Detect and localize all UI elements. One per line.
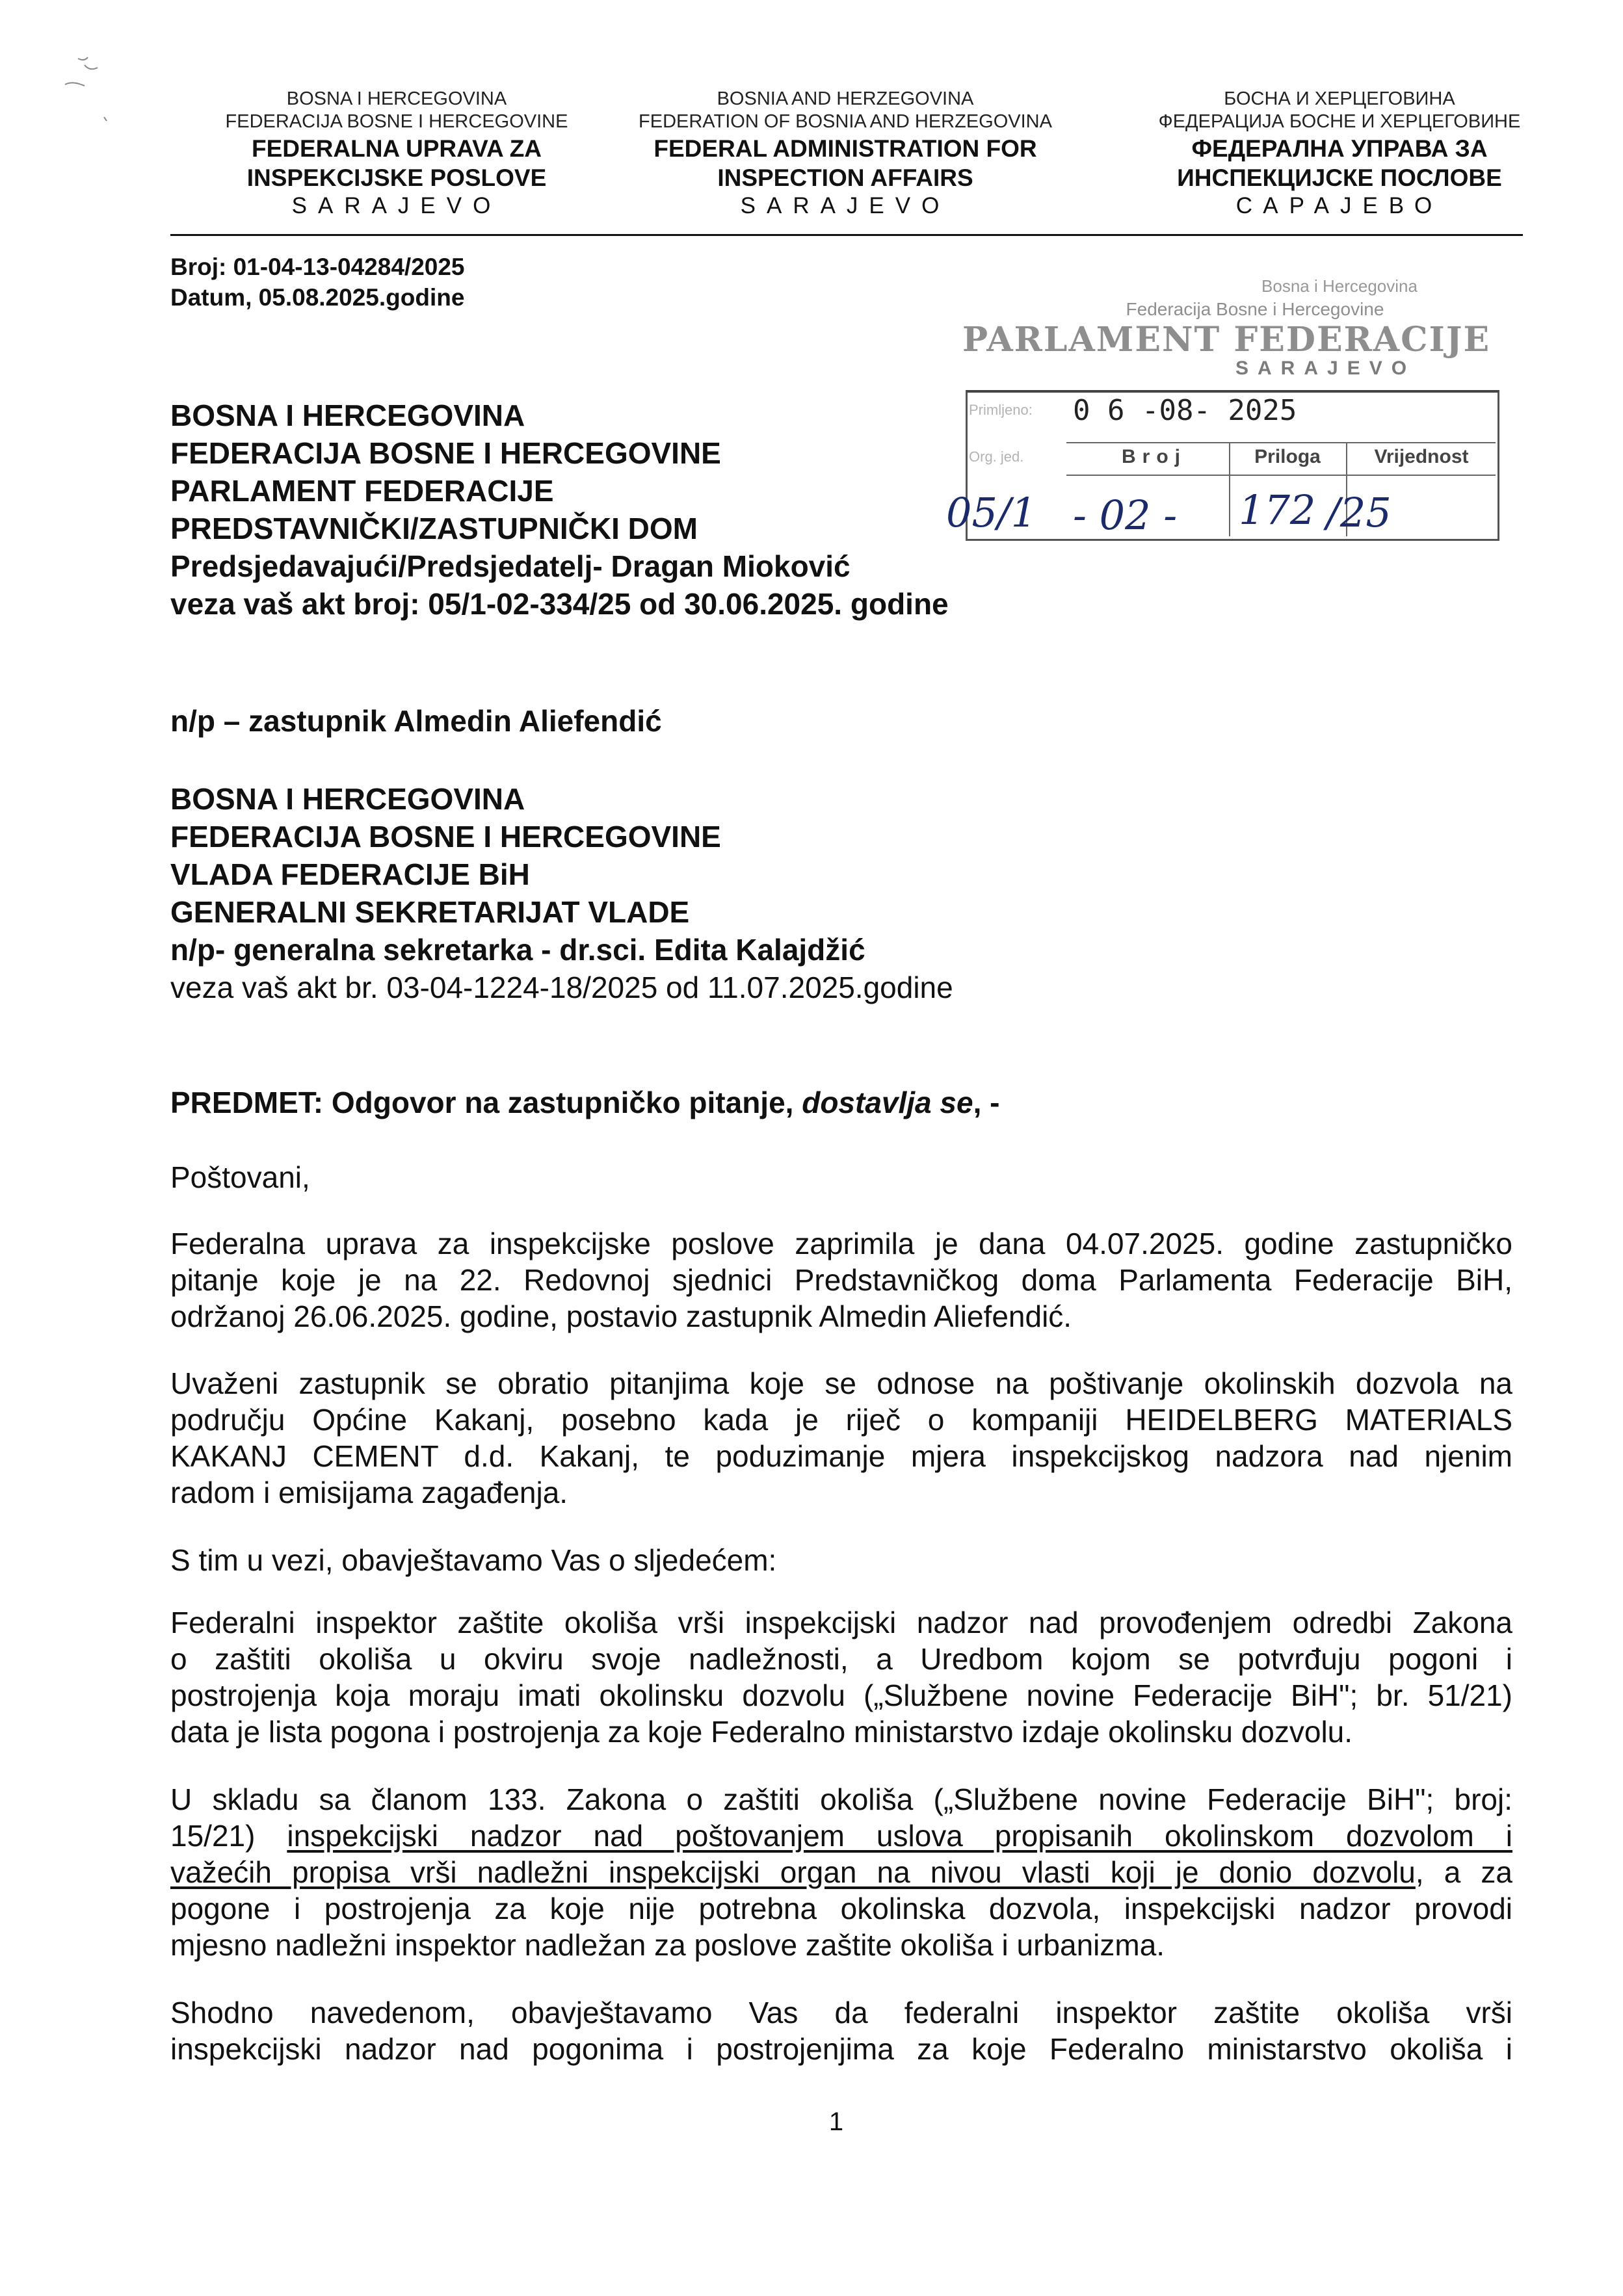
recipient-government	[170, 780, 953, 1006]
header-institution: FEDERAL ADMINISTRATION FOR	[653, 135, 1037, 162]
paragraph-fragment: 15/21)	[170, 1819, 287, 1853]
stamp-handwritten-org: 05/1	[946, 489, 1037, 536]
recipient-line: veza vaš akt br. 03-04-1224-18/2025 od 11.07.2025.godine	[170, 971, 953, 1004]
reference-date: Datum, 05.08.2025.godine	[170, 284, 465, 311]
paragraph-line: održanoj 26.06.2025. godine, postavio zastupnik Almedin Aliefendić.	[170, 1299, 1072, 1333]
recipient-line: GENERALNI SEKRETARIJAT VLADE	[170, 895, 690, 929]
header-country: BOSNA I HERCEGOVINA	[286, 88, 507, 109]
paragraph-line: o zaštiti okoliša u okviru svoje nadležnosti, a Uredbom kojom se potvrđuju pogoni i	[170, 1642, 1512, 1676]
stamp-line-2: Federacija Bosne i Hercegovine	[1126, 299, 1384, 319]
paragraph-line: postrojenja koja moraju imati okolinsku dozvolu („Službene novine Federacije BiH"; br. 51/21)	[170, 1678, 1512, 1712]
paragraph-6	[170, 1994, 1512, 2067]
paragraph-line: Uvaženi zastupnik se obratio pitanjima koje se odnose na poštivanje okolinskih dozvola na	[170, 1366, 1512, 1400]
paragraph-line: Federalna uprava za inspekcijske poslove zaprimila je dana 04.07.2025. godine zastupničko	[170, 1227, 1512, 1260]
recipient-line: PREDSTAVNIČKI/ZASTUPNIČKI DOM	[170, 512, 698, 545]
underlined-text: važećih propisa vrši nadležni inspekcijski organ na nivou vlasti koji je donio dozvolu	[170, 1855, 1416, 1889]
recipient-line: PARLAMENT FEDERACIJE	[170, 474, 554, 508]
paragraph-4	[170, 1604, 1512, 1750]
subject-line	[170, 1084, 999, 1121]
header-city: SARAJEVO	[740, 193, 951, 218]
recipient-line: FEDERACIJA BOSNE I HERCEGOVINE	[170, 436, 721, 470]
stamp-line-1: Bosna i Hercegovina	[1261, 276, 1418, 296]
paragraph-2	[170, 1365, 1512, 1511]
subject-italic: dostavlja se	[802, 1086, 973, 1119]
paragraph-fragment: , a za	[1415, 1855, 1512, 1889]
underlined-text: inspekcijski nadzor nad poštovanjem uslova propisanih okolinskom dozvolom i	[287, 1819, 1512, 1853]
stamp-line-3: PARLAMENT FEDERACIJE	[962, 320, 1491, 359]
header-federation: FEDERATION OF BOSNIA AND HERZEGOVINA	[639, 111, 1052, 133]
paragraph-line: Shodno navedenom, obavještavamo Vas da federalni inspektor zaštite okoliša vrši	[170, 1996, 1512, 2029]
header-federation: ФЕДЕРАЦИЈА БОСНЕ И ХЕРЦЕГОВИНЕ	[1158, 111, 1521, 133]
page-number: 1	[828, 2107, 844, 2136]
paragraph-line: pogone i postrojenja za koje nije potrebna okolinska dozvola, inspekcijski nadzor provodi	[170, 1892, 1512, 1925]
paragraph-line: radom i emisijama zagađenja.	[170, 1476, 568, 1509]
recipient-parliament	[170, 397, 949, 623]
stamp-line-4: SARAJEVO	[1235, 358, 1416, 379]
paragraph-line: S tim u vezi, obavještavamo Vas o sljedećem:	[170, 1543, 777, 1577]
subject-suffix: , -	[973, 1086, 1000, 1119]
header-country: BOSNIA AND HERZEGOVINA	[717, 88, 974, 109]
recipient-line: VLADA FEDERACIJE BiH	[170, 857, 530, 891]
paragraph-5	[170, 1781, 1512, 1963]
header-institution: FEDERALNA UPRAVA ZA	[251, 135, 542, 162]
header-institution-2: INSPECTION AFFAIRS	[717, 164, 973, 191]
reference-number: Broj: 01-04-13-04284/2025	[170, 254, 465, 280]
recipient-line: veza vaš akt broj: 05/1-02-334/25 od 30.06.2025. godine	[170, 587, 949, 621]
paragraph-line: KAKANJ CEMENT d.d. Kakanj, te poduzimanje mjera inspekcijskog nadzora nad njenim	[170, 1439, 1512, 1473]
header-bosnian	[169, 88, 624, 220]
stamp-received-label: Primljeno:	[969, 402, 1033, 418]
header-federation: FEDERACIJA BOSNE I HERCEGOVINE	[225, 111, 568, 133]
stamp-col-broj: Broj	[1122, 446, 1187, 467]
header-institution-2: INSPEKCIJSKE POSLOVE	[246, 164, 547, 191]
stamp-date: 0 6 -08- 2025	[1073, 394, 1297, 427]
recipient-line: FEDERACIJA BOSNE I HERCEGOVINE	[170, 820, 721, 854]
paragraph-line: U skladu sa članom 133. Zakona o zaštiti okoliša („Službene novine Federacije BiH"; broj:	[170, 1782, 1512, 1816]
paragraph-line: mjesno nadležni inspektor nadležan za poslove zaštite okoliša i urbanizma.	[170, 1928, 1165, 1962]
paragraph-line: Federalni inspektor zaštite okoliša vrši inspekcijski nadzor nad provođenjem odredbi Zakona	[170, 1606, 1512, 1639]
header-city: САРАЈЕВО	[1235, 193, 1444, 218]
header-institution-2: ИНСПЕКЦИЈСКЕ ПОСЛОВЕ	[1177, 164, 1502, 191]
recipient-line: BOSNA I HERCEGOVINA	[170, 782, 525, 816]
paragraph-3	[170, 1542, 1512, 1578]
greeting: Poštovani,	[170, 1160, 310, 1194]
recipient-line: BOSNA I HERCEGOVINA	[170, 398, 525, 432]
paragraph-line: području Općine Kakanj, posebno kada je riječ o kompaniji HEIDELBERG MATERIALS	[170, 1403, 1512, 1437]
header-country: БОСНА И ХЕРЦЕГОВИНА	[1224, 88, 1455, 109]
attention-line: n/p – zastupnik Almedin Aliefendić	[170, 704, 662, 738]
header-divider	[170, 234, 1523, 236]
stamp-col-priloga: Priloga	[1254, 446, 1321, 467]
paragraph-line: data je lista pogona i postrojenja za koje Federalno ministarstvo izdaje okolinsku dozvolu.	[170, 1715, 1353, 1749]
stamp-org-label: Org. jed.	[969, 449, 1024, 465]
paragraph-line: pitanje koje je na 22. Redovnoj sjednici Predstavničkog doma Parlamenta Federacije BiH,	[170, 1263, 1512, 1297]
stamp-col-vrijednost: Vrijednost	[1374, 446, 1469, 467]
paragraph-line	[170, 1818, 1512, 1854]
scan-artifact	[39, 46, 143, 130]
header-english	[611, 88, 1079, 220]
recipient-line: n/p- generalna sekretarka - dr.sci. Edita Kalajdžić	[170, 933, 865, 967]
stamp-handwritten-vrijednost: /25	[1326, 489, 1392, 536]
recipient-line: Predsjedavajući/Predsjedatelj- Dragan Mioković	[170, 549, 851, 583]
header-cyrillic	[1079, 88, 1600, 220]
paragraph-line	[170, 1854, 1512, 1890]
stamp-handwritten-broj: - 02 -	[1073, 491, 1178, 539]
stamp-handwritten-priloga: 172	[1239, 486, 1316, 534]
paragraph-1	[170, 1225, 1512, 1335]
header-city: SARAJEVO	[291, 193, 502, 218]
paragraph-line: inspekcijski nadzor nad pogonima i postrojenjima za koje Federalno ministarstvo okoliša i	[170, 2032, 1512, 2066]
stamp-divider	[1229, 442, 1230, 536]
header-institution: ФЕДЕРАЛНА УПРАВА ЗА	[1191, 135, 1488, 162]
subject-label: PREDMET: Odgovor na zastupničko pitanje,	[170, 1086, 802, 1119]
